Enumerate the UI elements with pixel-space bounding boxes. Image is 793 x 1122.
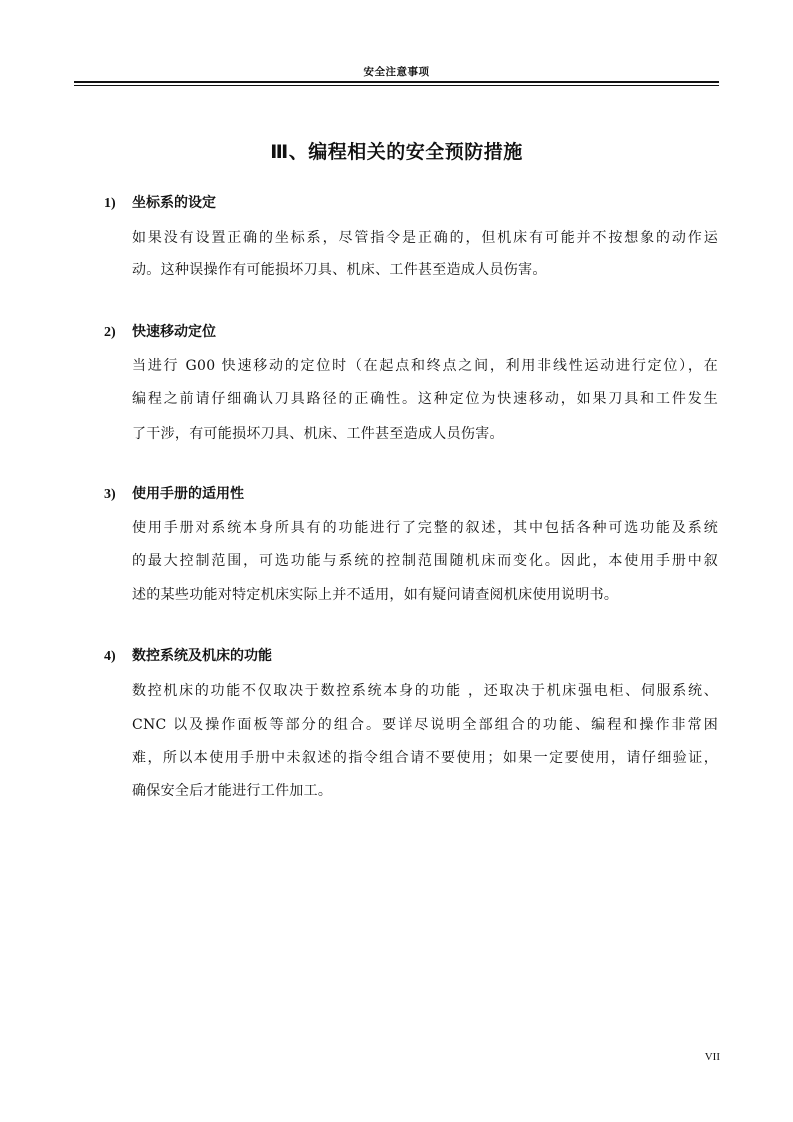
section-number: 2) <box>104 325 116 340</box>
paragraph-line: 动。这种误操作有可能损坏刀具、机床、工件甚至造成人员伤害。 <box>132 262 547 278</box>
section-number: 1) <box>104 196 116 211</box>
paragraph-line: 使用手册对系统本身所具有的功能进行了完整的叙述，其中包括各种可选功能及系统 <box>132 520 718 536</box>
section-heading-text: 数控系统及机床的功能 <box>132 648 272 664</box>
paragraph-line: 了干涉，有可能损坏刀具、机床、工件甚至造成人员伤害。 <box>132 426 504 442</box>
page-title: Ⅲ、编程相关的安全预防措施 <box>270 141 523 163</box>
section-number: 4) <box>104 649 116 664</box>
paragraph-line: 述的某些功能对特定机床实际上并不适用，如有疑问请查阅机床使用说明书。 <box>132 587 619 603</box>
section-heading-text: 坐标系的设定 <box>132 195 216 211</box>
section-number: 3) <box>104 487 116 502</box>
paragraph-line: CNC 以及操作面板等部分的组合。要详尽说明全部组合的功能、编程和操作非常困 <box>132 717 718 733</box>
header-rule-thin <box>74 85 719 86</box>
section-heading <box>104 193 216 213</box>
paragraph-line: 确保安全后才能进行工件加工。 <box>132 783 333 799</box>
page-number: VII <box>704 1051 720 1063</box>
paragraph-line: 当进行 G00 快速移动的定位时（在起点和终点之间，利用非线性运动进行定位），在 <box>132 358 718 374</box>
section-heading <box>104 322 216 342</box>
paragraph-line: 数控机床的功能不仅取决于数控系统本身的功能 ，还取决于机床强电柜、伺服系统、 <box>132 683 718 699</box>
header-rule-thick <box>74 81 719 83</box>
paragraph-line: 难，所以本使用手册中未叙述的指令组合请不要使用；如果一定要使用，请仔细验证， <box>132 750 718 766</box>
section-heading <box>104 646 272 666</box>
paragraph-line: 的最大控制范围，可选功能与系统的控制范围随机床而变化。因此，本使用手册中叙 <box>132 553 718 569</box>
paragraph-line: 如果没有设置正确的坐标系，尽管指令是正确的，但机床有可能并不按想象的动作运 <box>132 230 718 246</box>
section-heading-text: 使用手册的适用性 <box>132 486 244 502</box>
running-header: 安全注意事项 <box>363 66 430 78</box>
paragraph-line: 编程之前请仔细确认刀具路径的正确性。这种定位为快速移动，如果刀具和工件发生 <box>132 391 718 407</box>
section-heading-text: 快速移动定位 <box>132 324 216 340</box>
section-heading <box>104 484 244 504</box>
